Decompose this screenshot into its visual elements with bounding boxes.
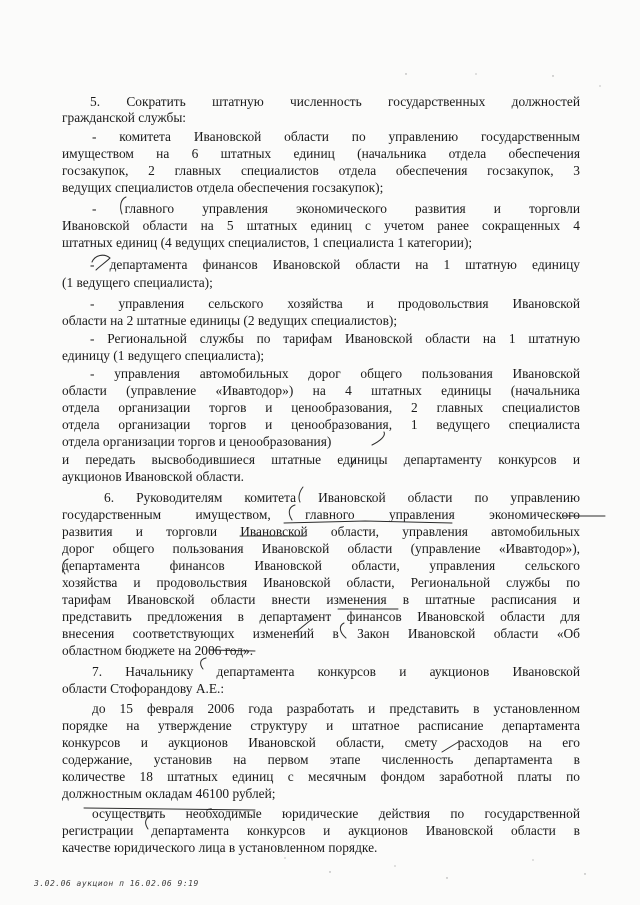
document-line: 7. Начальнику департамента конкурсов и аукционов Ивановской xyxy=(92,664,580,679)
document-line: осуществить необходимые юридические действия по государственной xyxy=(92,806,580,821)
document-line: - главного управления экономического развития и торговли xyxy=(92,201,580,216)
pen-mark xyxy=(92,255,110,270)
pen-mark xyxy=(299,487,303,502)
document-line: - Региональной службы по тарифам Ивановской области на 1 штатную xyxy=(90,331,580,346)
pen-mark xyxy=(442,741,460,752)
document-line: областном бюджете на 2006 год». xyxy=(62,643,254,658)
pen-mark xyxy=(121,197,126,214)
document-line: - управления сельского хозяйства и продовольствия Ивановской xyxy=(90,296,580,311)
document-line: области Стофорандову А.Е.: xyxy=(62,681,225,696)
pen-mark xyxy=(84,808,255,810)
document-line: 6. Руководителям комитета Ивановской области по управлению xyxy=(104,490,580,505)
scan-specks xyxy=(284,73,600,878)
document-line: департамента финансов Ивановской области, управления сельского xyxy=(62,558,580,573)
document-line: регистрации департамента конкурсов и аукционов Ивановской области в xyxy=(62,823,580,838)
pen-mark xyxy=(372,432,384,445)
document-line: качестве юридического лица в установленном порядке. xyxy=(62,840,378,855)
document-line: - управления автомобильных дорог общего пользования Ивановской xyxy=(90,366,580,381)
document-line: хозяйства и продовольствия Ивановской области, Региональной службы по xyxy=(62,575,580,590)
document-line: количестве 18 штатных единиц с месячным фондом заработной платы по xyxy=(62,769,580,784)
pen-mark xyxy=(289,505,295,520)
document-line: Ивановской области на 5 штатных единиц с учетом ранее сокращенных 4 xyxy=(62,218,580,233)
document-line: отдела организации торгов и ценообразования, 1 ведущего специалиста xyxy=(62,417,580,432)
document-line: - департамента финансов Ивановской области на 1 штатную единицу xyxy=(90,257,580,272)
document-line: штатных единиц (4 ведущих специалистов, 1 специалиста 1 категории); xyxy=(62,235,473,250)
document-line: до 15 февраля 2006 года разработать и представить в установленном xyxy=(92,701,580,716)
document-line: - комитета Ивановской области по управлению государственным xyxy=(92,129,580,144)
document-line: должностным окладам 46100 рублей; xyxy=(62,786,276,801)
document-line: представить предложения в департамент финансов Ивановской области для xyxy=(62,609,580,624)
pen-mark xyxy=(146,816,151,829)
document-line: отдела организации торгов и ценообразования, 2 главных специалистов xyxy=(62,400,580,415)
document-line: конкурсов и аукционов Ивановской области, смету расходов на его xyxy=(62,735,580,750)
document-line: государственным имуществом, главного управления экономического xyxy=(62,507,580,522)
document-line: госзакупок, 2 главных специалистов отдела обеспечения госзакупок, 3 xyxy=(62,163,580,178)
document-line: области на 2 штатные единицы (2 ведущих специалистов); xyxy=(62,313,398,328)
pen-mark xyxy=(351,459,355,467)
document-line: дорог общего пользования Ивановской области (управление «Ивавтодор»), xyxy=(62,541,580,556)
document-line: развития и торговли Ивановской области, управления автомобильных xyxy=(62,524,580,539)
document-line: области (управление «Ивавтодор») на 4 штатных единицы (начальника xyxy=(62,383,580,398)
document-line: и передать высвободившиеся штатные единицы департаменту конкурсов и xyxy=(62,452,580,467)
document-line: гражданской службы: xyxy=(62,110,187,125)
pen-mark xyxy=(296,619,312,632)
document-line: порядке на утверждение структуру и штатное расписание департамента xyxy=(62,718,580,733)
document-line: содержание, установив на первом этапе численность департамента в xyxy=(62,752,580,767)
document-line: внесения соответствующих изменений в Закон Ивановской области «Об xyxy=(62,626,580,641)
pen-mark xyxy=(284,521,452,523)
document-line: ведущих специалистов отдела обеспечения госзакупок); xyxy=(62,180,384,195)
pen-mark xyxy=(63,559,68,574)
footer-stamp: 3.02.06 аукцион п 16.02.06 9:19 xyxy=(34,879,199,888)
document-line: 5. Сократить штатную численность государственных должностей xyxy=(90,94,580,109)
pen-mark xyxy=(210,650,255,651)
document-line: тарифам Ивановской области внести изменения в штатные расписания и xyxy=(62,592,580,607)
document-line: (1 ведущего специалиста); xyxy=(62,275,213,290)
pen-mark xyxy=(201,658,206,669)
document-line: имуществом на 6 штатных единиц (начальника отдела обеспечения xyxy=(62,146,580,161)
document-line: аукционов Ивановской области. xyxy=(62,469,244,484)
document-line: единицу (1 ведущего специалиста); xyxy=(62,348,265,363)
document-line: отдела организации торгов и ценообразования) xyxy=(62,434,332,449)
pen-mark xyxy=(340,623,346,638)
